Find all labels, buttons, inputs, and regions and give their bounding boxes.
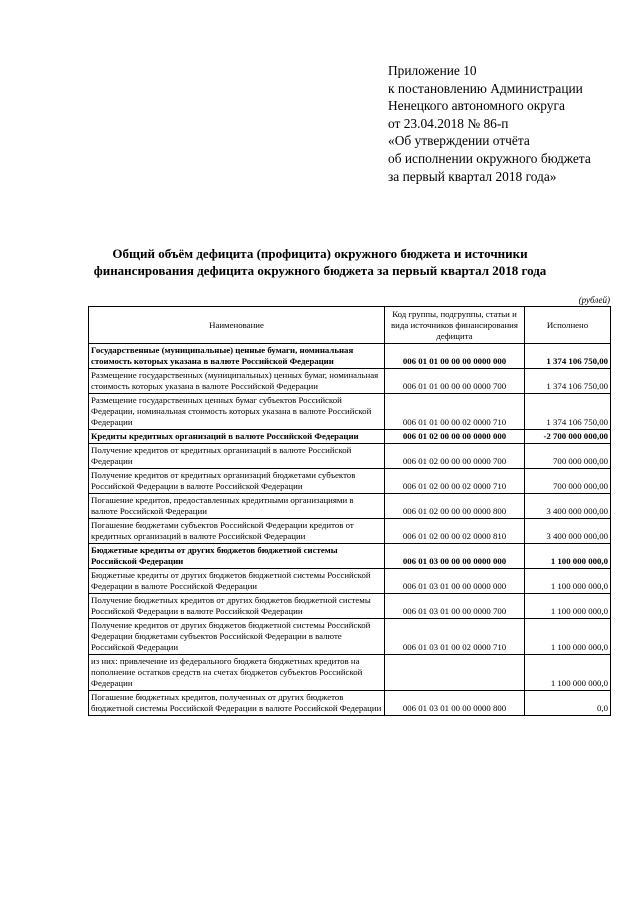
table-row xyxy=(89,619,611,655)
units-label: (рублей) xyxy=(578,295,610,305)
table-row xyxy=(89,344,611,369)
budget-table xyxy=(88,306,611,716)
appendix-line: «Об утверждении отчёта xyxy=(388,133,530,149)
row-name-cell: Погашение бюджетных кредитов, полученных от других бюджетов бюджетной системы Российской Федерации в валюте Российской Федерации xyxy=(89,691,385,716)
header-code: Код группы, подгруппы, статьи и вида источников финансирования дефицита xyxy=(385,307,525,344)
row-name-cell: Бюджетные кредиты от других бюджетов бюджетной системы Российской Федерации xyxy=(89,544,385,569)
appendix-line: за первый квартал 2018 года» xyxy=(388,168,557,184)
row-name-cell: Государственные (муниципальные) ценные бумаги, номинальная стоимость которых указана в валюте Российской Федерации xyxy=(89,344,385,369)
row-code-cell: 006 01 03 01 00 00 0000 000 xyxy=(385,569,525,594)
row-name-cell: Получение кредитов от кредитных организаций в валюте Российской Федерации xyxy=(89,444,385,469)
row-name-cell: Получение кредитов от других бюджетов бюджетной системы Российской Федерации бюджетами субъектов Российской Федерации в валюте Российской Федерации xyxy=(89,619,385,655)
table-row xyxy=(89,655,611,691)
row-amount-cell: 1 100 000 000,0 xyxy=(525,544,611,569)
header-name: Наименование xyxy=(89,307,385,344)
row-code-cell: 006 01 02 00 00 00 0000 800 xyxy=(385,494,525,519)
table-row xyxy=(89,519,611,544)
table-row xyxy=(89,469,611,494)
row-code-cell: 006 01 02 00 00 02 0000 710 xyxy=(385,469,525,494)
row-amount-cell: 1 100 000 000,0 xyxy=(525,569,611,594)
row-code-cell: 006 01 02 00 00 02 0000 810 xyxy=(385,519,525,544)
row-name-cell: Размещение государственных (муниципальных) ценных бумаг, номинальная стоимость которых указана в валюте Российской Федерации xyxy=(89,369,385,394)
row-name-cell: Погашение бюджетами субъектов Российской Федерации кредитов от кредитных организаций в валюте Российской Федерации xyxy=(89,519,385,544)
table-row xyxy=(89,494,611,519)
row-code-cell: 006 01 03 01 00 00 0000 800 xyxy=(385,691,525,716)
appendix-line: от 23.04.2018 № 86-п xyxy=(388,115,509,131)
row-code-cell: 006 01 03 01 00 02 0000 710 xyxy=(385,619,525,655)
table-row xyxy=(89,430,611,444)
appendix-line: к постановлению Администрации xyxy=(388,80,583,96)
row-code-cell: 006 01 02 00 00 00 0000 700 xyxy=(385,444,525,469)
row-amount-cell: 3 400 000 000,00 xyxy=(525,494,611,519)
row-code-cell: 006 01 01 00 00 02 0000 710 xyxy=(385,394,525,430)
row-code-cell: 006 01 01 00 00 00 0000 700 xyxy=(385,369,525,394)
row-amount-cell: 0,0 xyxy=(525,691,611,716)
row-amount-cell: 1 374 106 750,00 xyxy=(525,394,611,430)
row-amount-cell: 1 100 000 000,0 xyxy=(525,655,611,691)
row-amount-cell: 1 374 106 750,00 xyxy=(525,344,611,369)
row-amount-cell: 700 000 000,00 xyxy=(525,444,611,469)
appendix-line: об исполнении окружного бюджета xyxy=(388,150,591,166)
row-name-cell: Бюджетные кредиты от других бюджетов бюджетной системы Российской Федерации в валюте Российской Федерации xyxy=(89,569,385,594)
row-code-cell: 006 01 03 00 00 00 0000 000 xyxy=(385,544,525,569)
table-row xyxy=(89,444,611,469)
row-amount-cell: -2 700 000 000,00 xyxy=(525,430,611,444)
appendix-line: Ненецкого автономного округа xyxy=(388,98,565,114)
row-amount-cell: 1 374 106 750,00 xyxy=(525,369,611,394)
table-row xyxy=(89,594,611,619)
row-name-cell: Получение бюджетных кредитов от других бюджетов бюджетной системы Российской Федерации в валюте Российской Федерации xyxy=(89,594,385,619)
row-name-cell: Размещение государственных ценных бумаг субъектов Российской Федерации, номинальная стоимость которых указана в валюте Российской Федерации xyxy=(89,394,385,430)
row-name-cell: Кредиты кредитных организаций в валюте Российской Федерации xyxy=(89,430,385,444)
title-line-2: финансирования дефицита окружного бюджета за первый квартал 2018 года xyxy=(93,263,547,278)
row-code-cell: 006 01 02 00 00 00 0000 000 xyxy=(385,430,525,444)
table-row xyxy=(89,544,611,569)
table-row xyxy=(89,369,611,394)
row-code-cell: 006 01 03 01 00 00 0000 700 xyxy=(385,594,525,619)
row-name-cell: Погашение кредитов, предоставленных кредитными организациями в валюте Российской Федерации xyxy=(89,494,385,519)
table-row xyxy=(89,691,611,716)
header-executed: Исполнено xyxy=(525,307,611,344)
row-amount-cell: 1 100 000 000,0 xyxy=(525,619,611,655)
row-amount-cell: 3 400 000 000,00 xyxy=(525,519,611,544)
table-row xyxy=(89,569,611,594)
row-code-cell: 006 01 01 00 00 00 0000 000 xyxy=(385,344,525,369)
appendix-line: Приложение 10 xyxy=(388,63,477,78)
row-amount-cell: 1 100 000 000,0 xyxy=(525,594,611,619)
document-title xyxy=(70,245,570,279)
row-amount-cell: 700 000 000,00 xyxy=(525,469,611,494)
table-row xyxy=(89,394,611,430)
table-header-row xyxy=(89,307,611,344)
title-line-1: Общий объём дефицита (профицита) окружного бюджета и источники xyxy=(112,246,528,261)
row-name-cell: из них: привлечение из федерального бюджета бюджетных кредитов на пополнение остатков средств на счетах бюджетов субъектов Российской Федерации xyxy=(89,655,385,691)
row-code-cell xyxy=(385,655,525,691)
table-body xyxy=(89,344,611,716)
row-name-cell: Получение кредитов от кредитных организаций бюджетами субъектов Российской Федерации в валюте Российской Федерации xyxy=(89,469,385,494)
appendix-block xyxy=(388,62,628,185)
